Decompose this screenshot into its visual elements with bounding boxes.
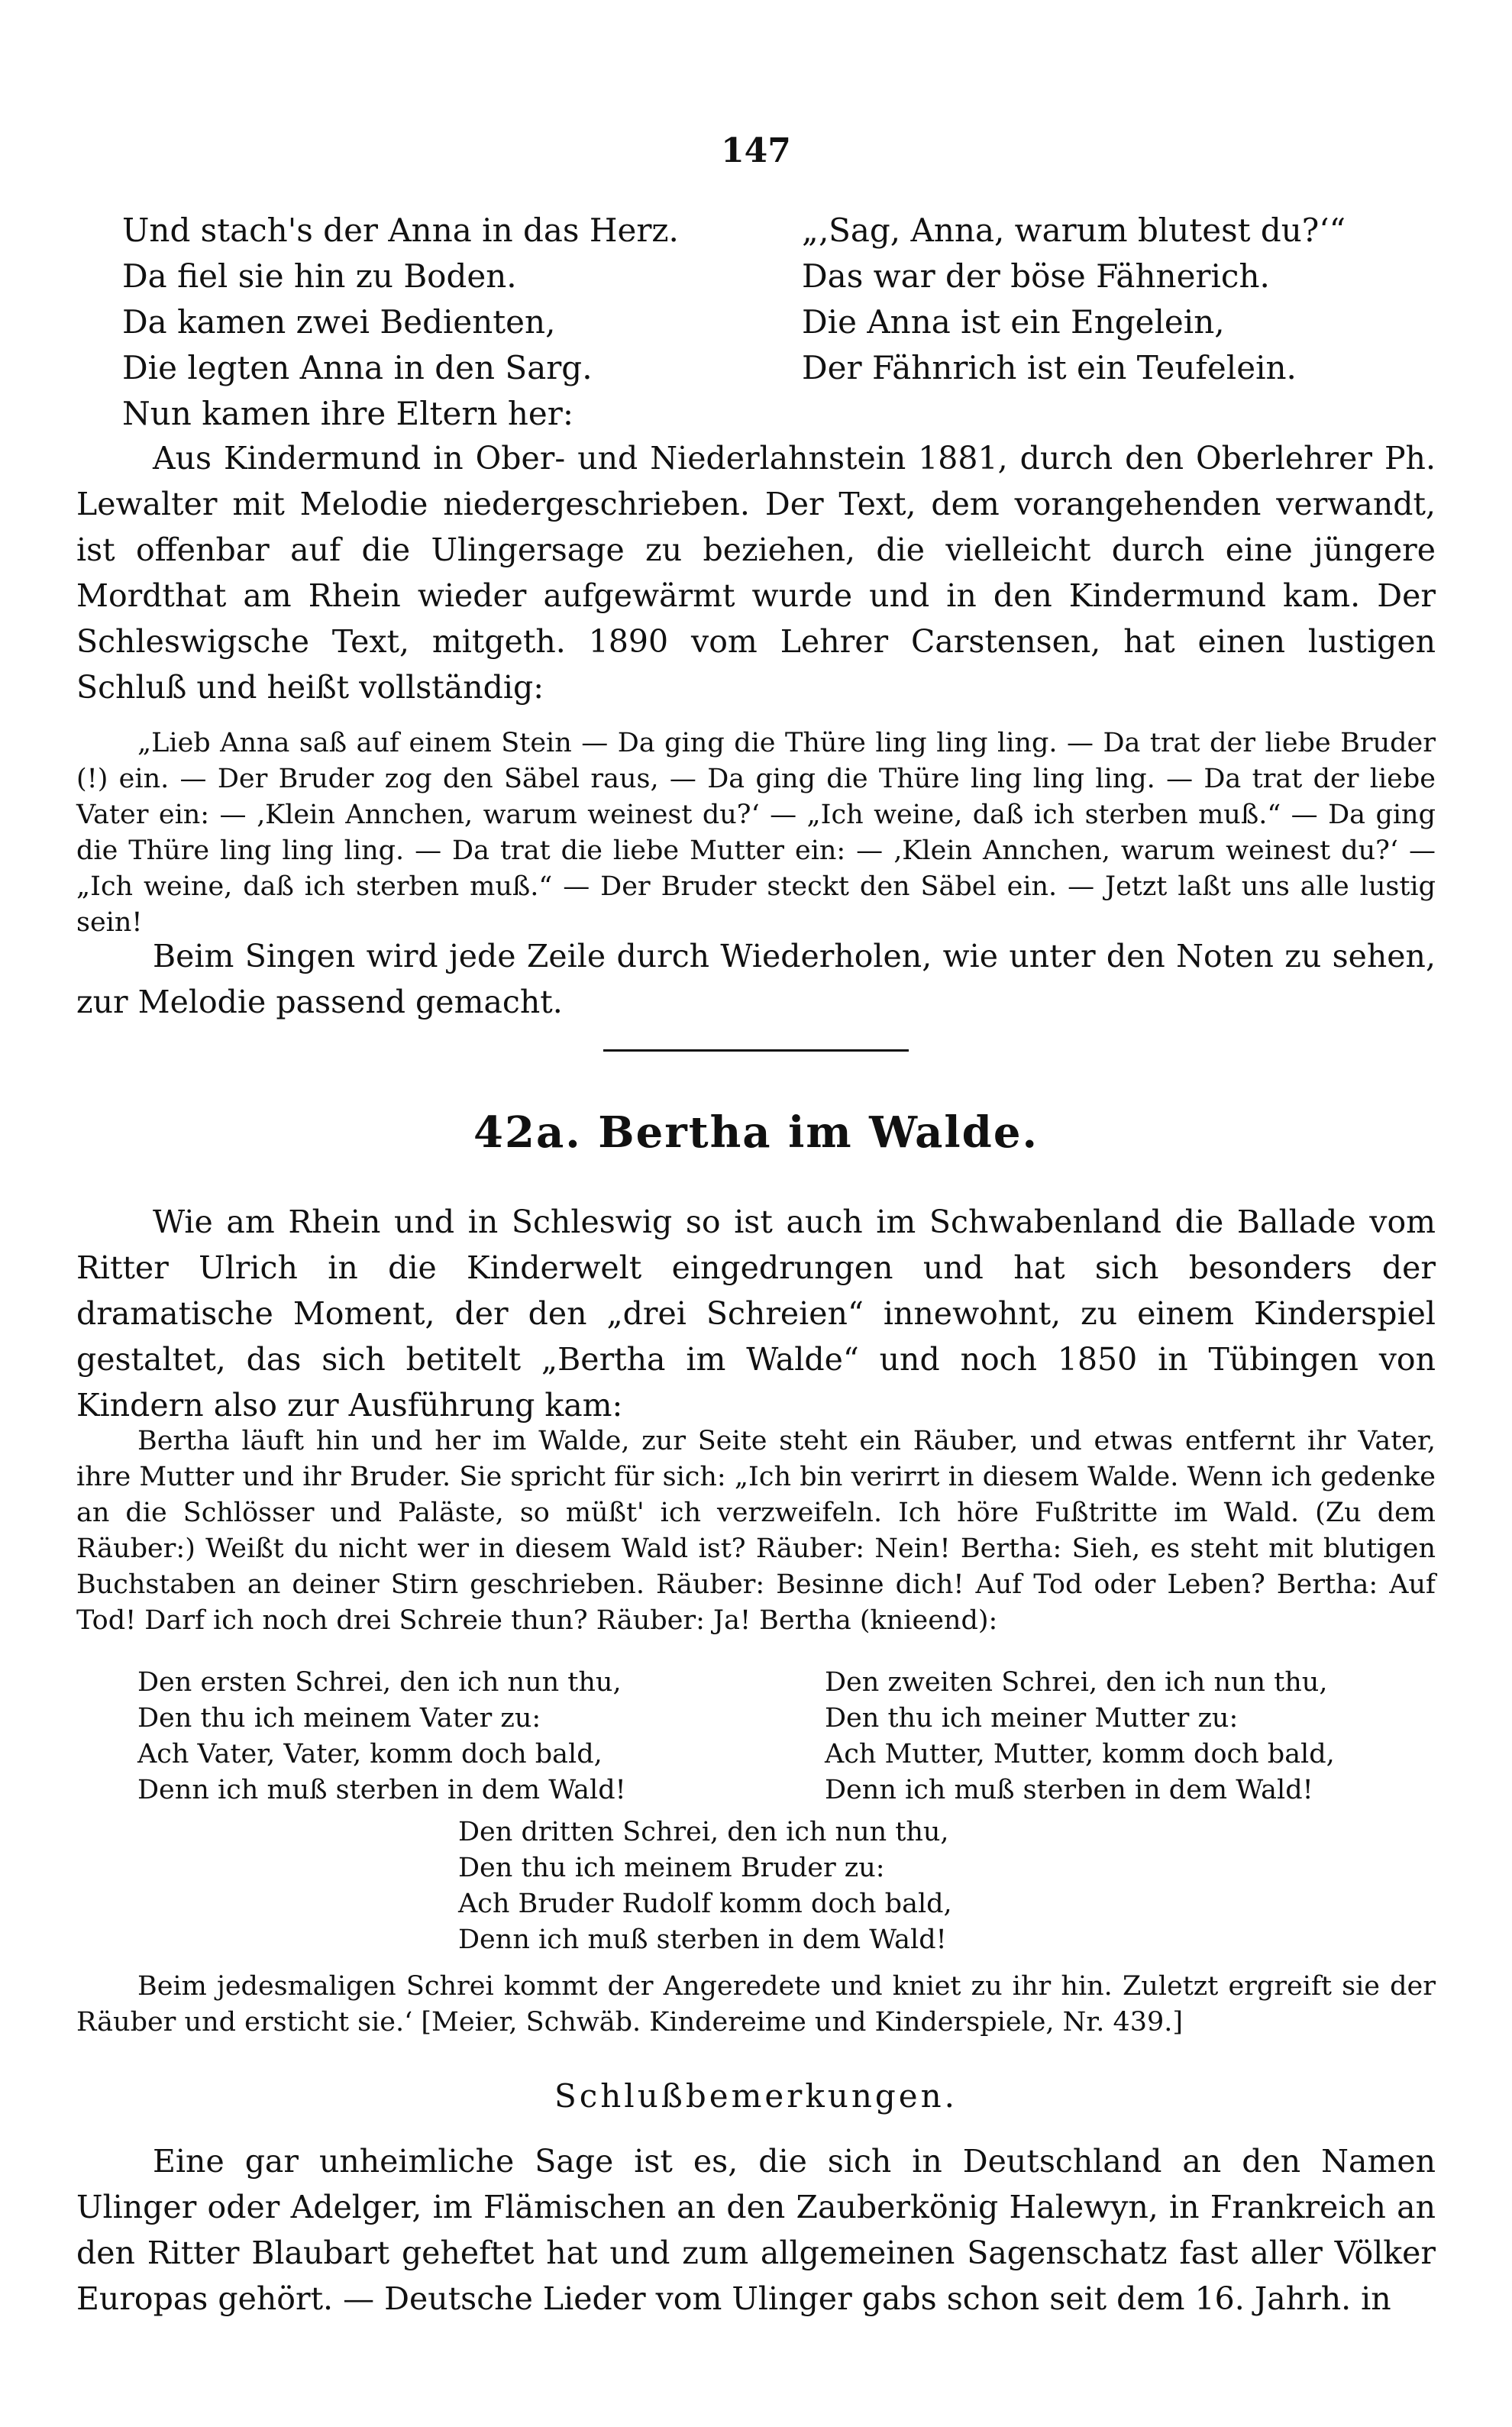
paragraph-play-ending: Beim jedesmaligen Schrei kommt der Angeredete und kniet zu ihr hin. Zuletzt ergreift sie der Räuber und ersticht sie.‘ [Meier, Schwäb. Kindereime und Kinderspiele, Nr. 439.] [76, 1971, 1436, 2038]
verse-line: Denn ich muß sterben in dem Wald! [825, 1775, 1313, 1805]
section-heading: 42a. Bertha im Walde. [473, 1107, 1039, 1158]
verse-line: Der Fähnrich ist ein Teufelein. [802, 349, 1297, 386]
section-divider [603, 1049, 909, 1052]
verse-line: Ach Mutter, Mutter, komm doch bald, [825, 1739, 1335, 1769]
verse-line: Ach Vater, Vater, komm doch bald, [137, 1739, 603, 1769]
verse-top-left [122, 208, 679, 437]
subheading-closing-remarks: Schlußbemerkungen. [554, 2077, 958, 2115]
verse-third-scream [458, 1815, 952, 1958]
verse-line: Da fiel sie hin zu Boden. [122, 257, 517, 295]
verse-line: Den thu ich meiner Mutter zu: [825, 1703, 1239, 1734]
verse-line: Denn ich muß sterben in dem Wald! [458, 1924, 947, 1955]
verse-line: Den thu ich meinem Bruder zu: [458, 1853, 885, 1883]
verse-line: „‚Sag, Anna, warum blutest du?‘“ [802, 212, 1346, 249]
verse-line: Das war der böse Fähnerich. [802, 257, 1270, 295]
verse-line: Die legten Anna in den Sarg. [122, 349, 593, 386]
paragraph-intro: Wie am Rhein und in Schleswig so ist auch im Schwabenland die Ballade vom Ritter Ulrich in die Kinderwelt eingedrungen und hat sich besonders der dramatische Moment, der den „drei Schreien“ innewohnt, zu einem Kinderspiel gestaltet, das sich betitelt „Bertha im Walde“ und noch 1850 in Tübingen von Kindern also zur Ausführung kam: [76, 1204, 1436, 1424]
verse-line: Nun kamen ihre Eltern her: [122, 395, 573, 432]
paragraph-play-description: Bertha läuft hin und her im Walde, zur Seite steht ein Räuber, und etwas entfernt ihr Vater, ihre Mutter und ihr Bruder. Sie spricht für sich: „Ich bin verirrt in diesem Walde. Wenn ich gedenke an die Schlösser und Paläste, so müßt' ich verzweifeln. Ich höre Fußtritte im Wald. (Zu dem Räuber:) Weißt du nicht wer in diesem Wald ist? Räuber: Nein! Bertha: Sieh, es steht mit blutigen Buchstaben an deiner Stirn geschrieben. Räuber: Besinne dich! Auf Tod oder Leben? Bertha: Auf Tod! Darf ich noch drei Schreie thun? Räuber: Ja! Bertha (knieend): [76, 1426, 1436, 1636]
verse-line: Den ersten Schrei, den ich nun thu, [137, 1667, 622, 1698]
verse-second-scream [825, 1665, 1335, 1808]
verse-top-right [802, 208, 1346, 391]
page-number: 147 [721, 131, 791, 170]
paragraph-closing-remarks: Eine gar unheimliche Sage ist es, die sich in Deutschland an den Namen Ulinger oder Adelger, im Flämischen an den Zauberkönig Halewyn, in Frankreich an den Ritter Blaubart geheftet hat und zum allgemeinen Sagenschatz fast aller Völker Europas gehört. — Deutsche Lieder vom Ulinger gabs schon seit dem 16. Jahrh. in [76, 2143, 1436, 2317]
paragraph-singing-note: Beim Singen wird jede Zeile durch Wiederholen, wie unter den Noten zu sehen, zur Melodie passend gemacht. [76, 938, 1436, 1020]
verse-line: Da kamen zwei Bedienten, [122, 303, 556, 341]
verse-line: Den zweiten Schrei, den ich nun thu, [825, 1667, 1328, 1698]
quote-schleswig-text: „Lieb Anna saß auf einem Stein — Da ging die Thüre ling ling ling. — Da trat der liebe Bruder (!) ein. — Der Bruder zog den Säbel raus, — Da ging die Thüre ling ling ling. — Da trat der liebe Vater ein: — ‚Klein Annchen, warum weinest du?‘ — „Ich weine, daß ich sterben muß.“ — Da ging die Thüre ling ling ling. — Da trat die liebe Mutter ein: — ‚Klein Annchen, warum weinest du?‘ — „Ich weine, daß ich sterben muß.“ — Der Bruder steckt den Säbel ein. — Jetzt laßt uns alle lustig sein! [76, 728, 1436, 938]
verse-line: Den thu ich meinem Vater zu: [137, 1703, 541, 1734]
verse-line: Den dritten Schrei, den ich nun thu, [458, 1817, 949, 1847]
verse-line: Und stach's der Anna in das Herz. [122, 212, 679, 249]
verse-line: Die Anna ist ein Engelein, [802, 303, 1225, 341]
verse-line: Denn ich muß sterben in dem Wald! [137, 1775, 626, 1805]
verse-line: Ach Bruder Rudolf komm doch bald, [458, 1889, 952, 1919]
paragraph-source-note: Aus Kindermund in Ober- und Niederlahnstein 1881, durch den Oberlehrer Ph. Lewalter mit Melodie niedergeschrieben. Der Text, dem vorangehenden verwandt, ist offenbar auf die Ulingersage zu beziehen, die vielleicht durch eine jüngere Mordthat am Rhein wieder aufgewärmt wurde und in den Kindermund kam. Der Schleswigsche Text, mitgeth. 1890 vom Lehrer Carstensen, hat einen lustigen Schluß und heißt vollständig: [76, 440, 1436, 706]
verse-first-scream [137, 1665, 626, 1808]
